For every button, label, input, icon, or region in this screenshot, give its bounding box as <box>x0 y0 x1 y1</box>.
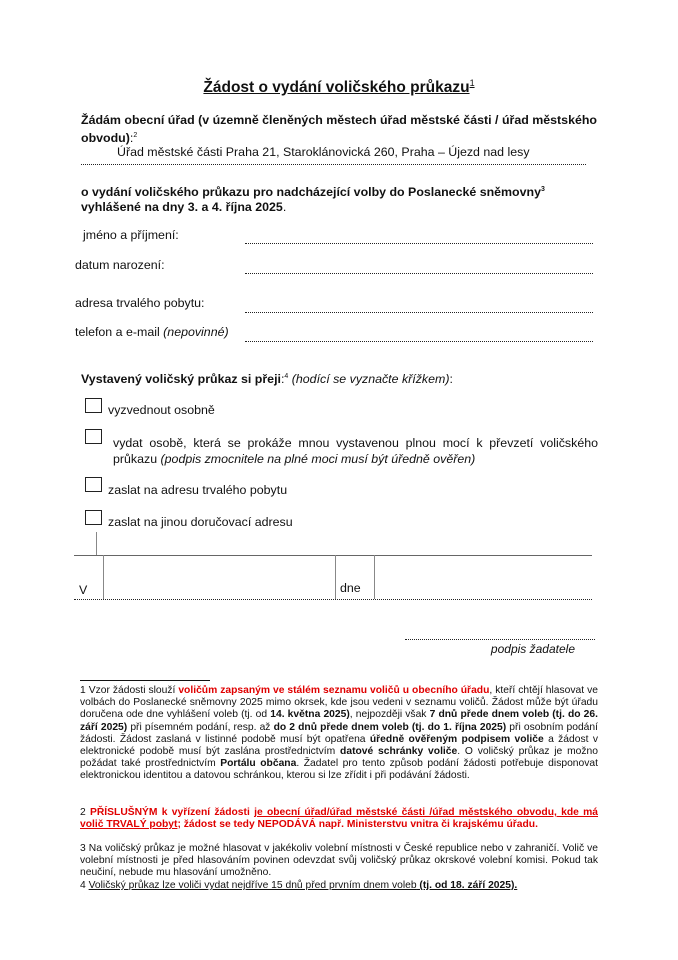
office-field[interactable] <box>81 145 597 159</box>
fn1-text: , nejpozději však <box>349 709 430 721</box>
footnote-1-number: 1 <box>80 685 86 696</box>
election-line2: vyhlášené na dny 3. a 4. října 2025 <box>81 199 283 214</box>
signature-line[interactable] <box>405 639 595 640</box>
footnote-2 <box>80 807 598 831</box>
intro-colon: : <box>129 131 134 146</box>
fn1-text: a žádost v elektronické podobě musí být zaslána prostřednictvím <box>80 733 598 758</box>
signature-label: podpis žadatele <box>490 642 575 656</box>
footnote-3 <box>80 843 598 880</box>
footnote-3-number: 3 <box>80 843 86 854</box>
address-input[interactable] <box>245 296 597 312</box>
table-divider <box>103 555 104 599</box>
option-send-other-address: zaslat na jinou doručovací adresu <box>108 515 293 529</box>
fn1-text: při písemném podání, resp. až <box>127 721 274 733</box>
checkbox-authorized-person[interactable] <box>85 429 102 444</box>
date-label: dne <box>340 581 361 595</box>
checkbox-send-other-address[interactable] <box>85 510 102 525</box>
footnote-4 <box>80 880 598 892</box>
choice-footnote-ref[interactable]: 4 <box>284 372 289 380</box>
election-line1: o vydání voličského průkazu pro nadcházející volby do Poslanecké sněmovny <box>81 185 541 200</box>
date-input[interactable] <box>379 580 593 597</box>
choice-heading-colon: : <box>280 372 285 386</box>
place-label: V <box>79 583 88 597</box>
office-underline <box>81 164 586 165</box>
address-label: adresa trvalého pobytu: <box>75 296 205 310</box>
birthdate-input[interactable] <box>245 258 597 274</box>
place-input[interactable] <box>108 580 334 597</box>
footnote-4-number: 4 <box>80 880 86 891</box>
document-title <box>0 78 678 97</box>
table-divider <box>374 555 375 599</box>
contact-label-optional: (nepovinné) <box>163 325 229 339</box>
title-footnote-ref[interactable]: 1 <box>469 78 475 88</box>
table-divider <box>96 532 97 555</box>
fn2-emphasis-underlined: je obecní úřad/úřad městské části /úřad městského obvodu, kde má volič TRVALÝ pobyt <box>80 807 599 831</box>
fn3-text: Na voličský průkaz je možné hlasovat v jakékoliv volební místnosti v České republice nebo v zahraničí. Volič ve volební místnosti je před hlasováním povinen odevzdat svůj voličský průkaz okrskové volební komisi. Pokud tak neučiní, nebude mu hlasování umožněno. <box>80 843 598 879</box>
birthdate-underline <box>245 273 593 274</box>
title-text: Žádost o vydání voličského průkazu <box>203 79 470 97</box>
checkbox-send-permanent-address[interactable] <box>85 477 102 492</box>
table-divider <box>335 555 336 599</box>
fn1-text: , kteří chtějí hlasovat ve volbách do Poslanecké sněmovny 2025 mimo okrsek, kde jsou vedeni v seznamu voličů. Žádost může být úřadu doručena ode dne vyhlášení voleb (tj. od <box>80 685 598 721</box>
fn2-emphasis-red: ; žádost se tedy NEPODÁVÁ např. Ministerstvu vnitra či krajskému úřadu. <box>177 819 538 831</box>
choice-heading-bold: Vystavený voličský průkaz si přeji <box>81 372 281 386</box>
election-period: . <box>282 199 287 214</box>
checkbox-pickup-personally[interactable] <box>85 398 102 413</box>
election-footnote-ref[interactable]: 3 <box>540 186 545 193</box>
fn1-emphasis-bold: 7 dnů přede dnem voleb (tj. do 26. září 2025) <box>80 709 598 733</box>
fn4-emphasis-bold: (tj. od 18. září 2025). <box>416 880 518 891</box>
name-label: jméno a příjmení: <box>83 228 179 242</box>
request-intro <box>81 113 597 146</box>
option-pickup-personally: vyzvednout osobně <box>108 403 215 417</box>
office-value: Úřad městské části Praha 21, Staroklánovická 260, Praha – Újezd nad lesy <box>117 145 530 159</box>
name-underline <box>245 243 593 244</box>
fn4-text-underlined: Voličský průkaz lze voliči vydat nejdříve 15 dnů před prvním dnem voleb <box>88 880 417 891</box>
fn1-text: Vzor žádosti slouží <box>85 685 179 696</box>
footnote-1 <box>80 685 598 783</box>
option-send-permanent-address: zaslat na adresu trvalého pobytu <box>108 483 288 497</box>
fn2-emphasis-red: PŘÍSLUŠNÝM k vyřízení žádosti <box>85 807 255 818</box>
birthdate-label: datum narození: <box>75 258 165 272</box>
fn1-emphasis-bold: 14. května 2025) <box>270 709 350 721</box>
contact-underline <box>245 341 593 342</box>
fn1-emphasis-bold: úředně ověřeným podpisem voliče <box>369 733 544 745</box>
option-authorized-person <box>113 435 598 467</box>
election-statement <box>81 183 601 214</box>
fn1-text: při osobním podání žádosti. Žádost zaslaná v listinné podobě musí být opatřena <box>80 721 598 745</box>
fn1-emphasis-bold: datové schránky voliče <box>340 746 458 758</box>
name-input[interactable] <box>245 228 597 244</box>
fn1-emphasis-bold: Portálu občana <box>220 758 297 770</box>
delivery-choice-heading <box>81 372 453 386</box>
fn1-text: . O voličský průkaz je možno požádat také prostřednictvím <box>80 746 598 770</box>
place-date-underline <box>74 599 592 600</box>
fn1-emphasis-red: voličům zapsaným ve stálém seznamu voličů u obecního úřadu <box>178 685 490 696</box>
table-top-border <box>74 555 592 556</box>
option-authorized-person-note: (podpis zmocnitele na plné moci musí být úředně ověřen) <box>160 452 476 466</box>
choice-heading-end: : <box>449 372 453 386</box>
option-authorized-person-text: vydat osobě, která se prokáže mnou vystavenou plnou mocí k převzetí voličského průkazu <box>113 436 598 466</box>
fn1-emphasis-bold: do 2 dnů přede dnem voleb (tj. do 1. října 2025) <box>273 721 507 733</box>
contact-label <box>75 325 229 339</box>
contact-input[interactable] <box>245 325 597 341</box>
fn1-text: . Žadatel pro tento způsob podání žádosti potřebuje disponovat elektronickou identitou a datovou schránkou, kterou si lze zřídit i při podávání žádosti. <box>80 758 598 782</box>
address-underline <box>245 312 593 313</box>
intro-footnote-ref[interactable]: 2 <box>133 132 138 139</box>
footnote-2-number: 2 <box>80 807 86 818</box>
choice-heading-hint: (hodící se vyznačte křížkem) <box>288 372 450 386</box>
intro-text: Žádám obecní úřad (v územně členěných městech úřad městské části / úřad městského obvodu) <box>81 113 597 146</box>
contact-label-main: telefon a e-mail <box>75 325 164 339</box>
footnote-separator <box>80 680 210 681</box>
